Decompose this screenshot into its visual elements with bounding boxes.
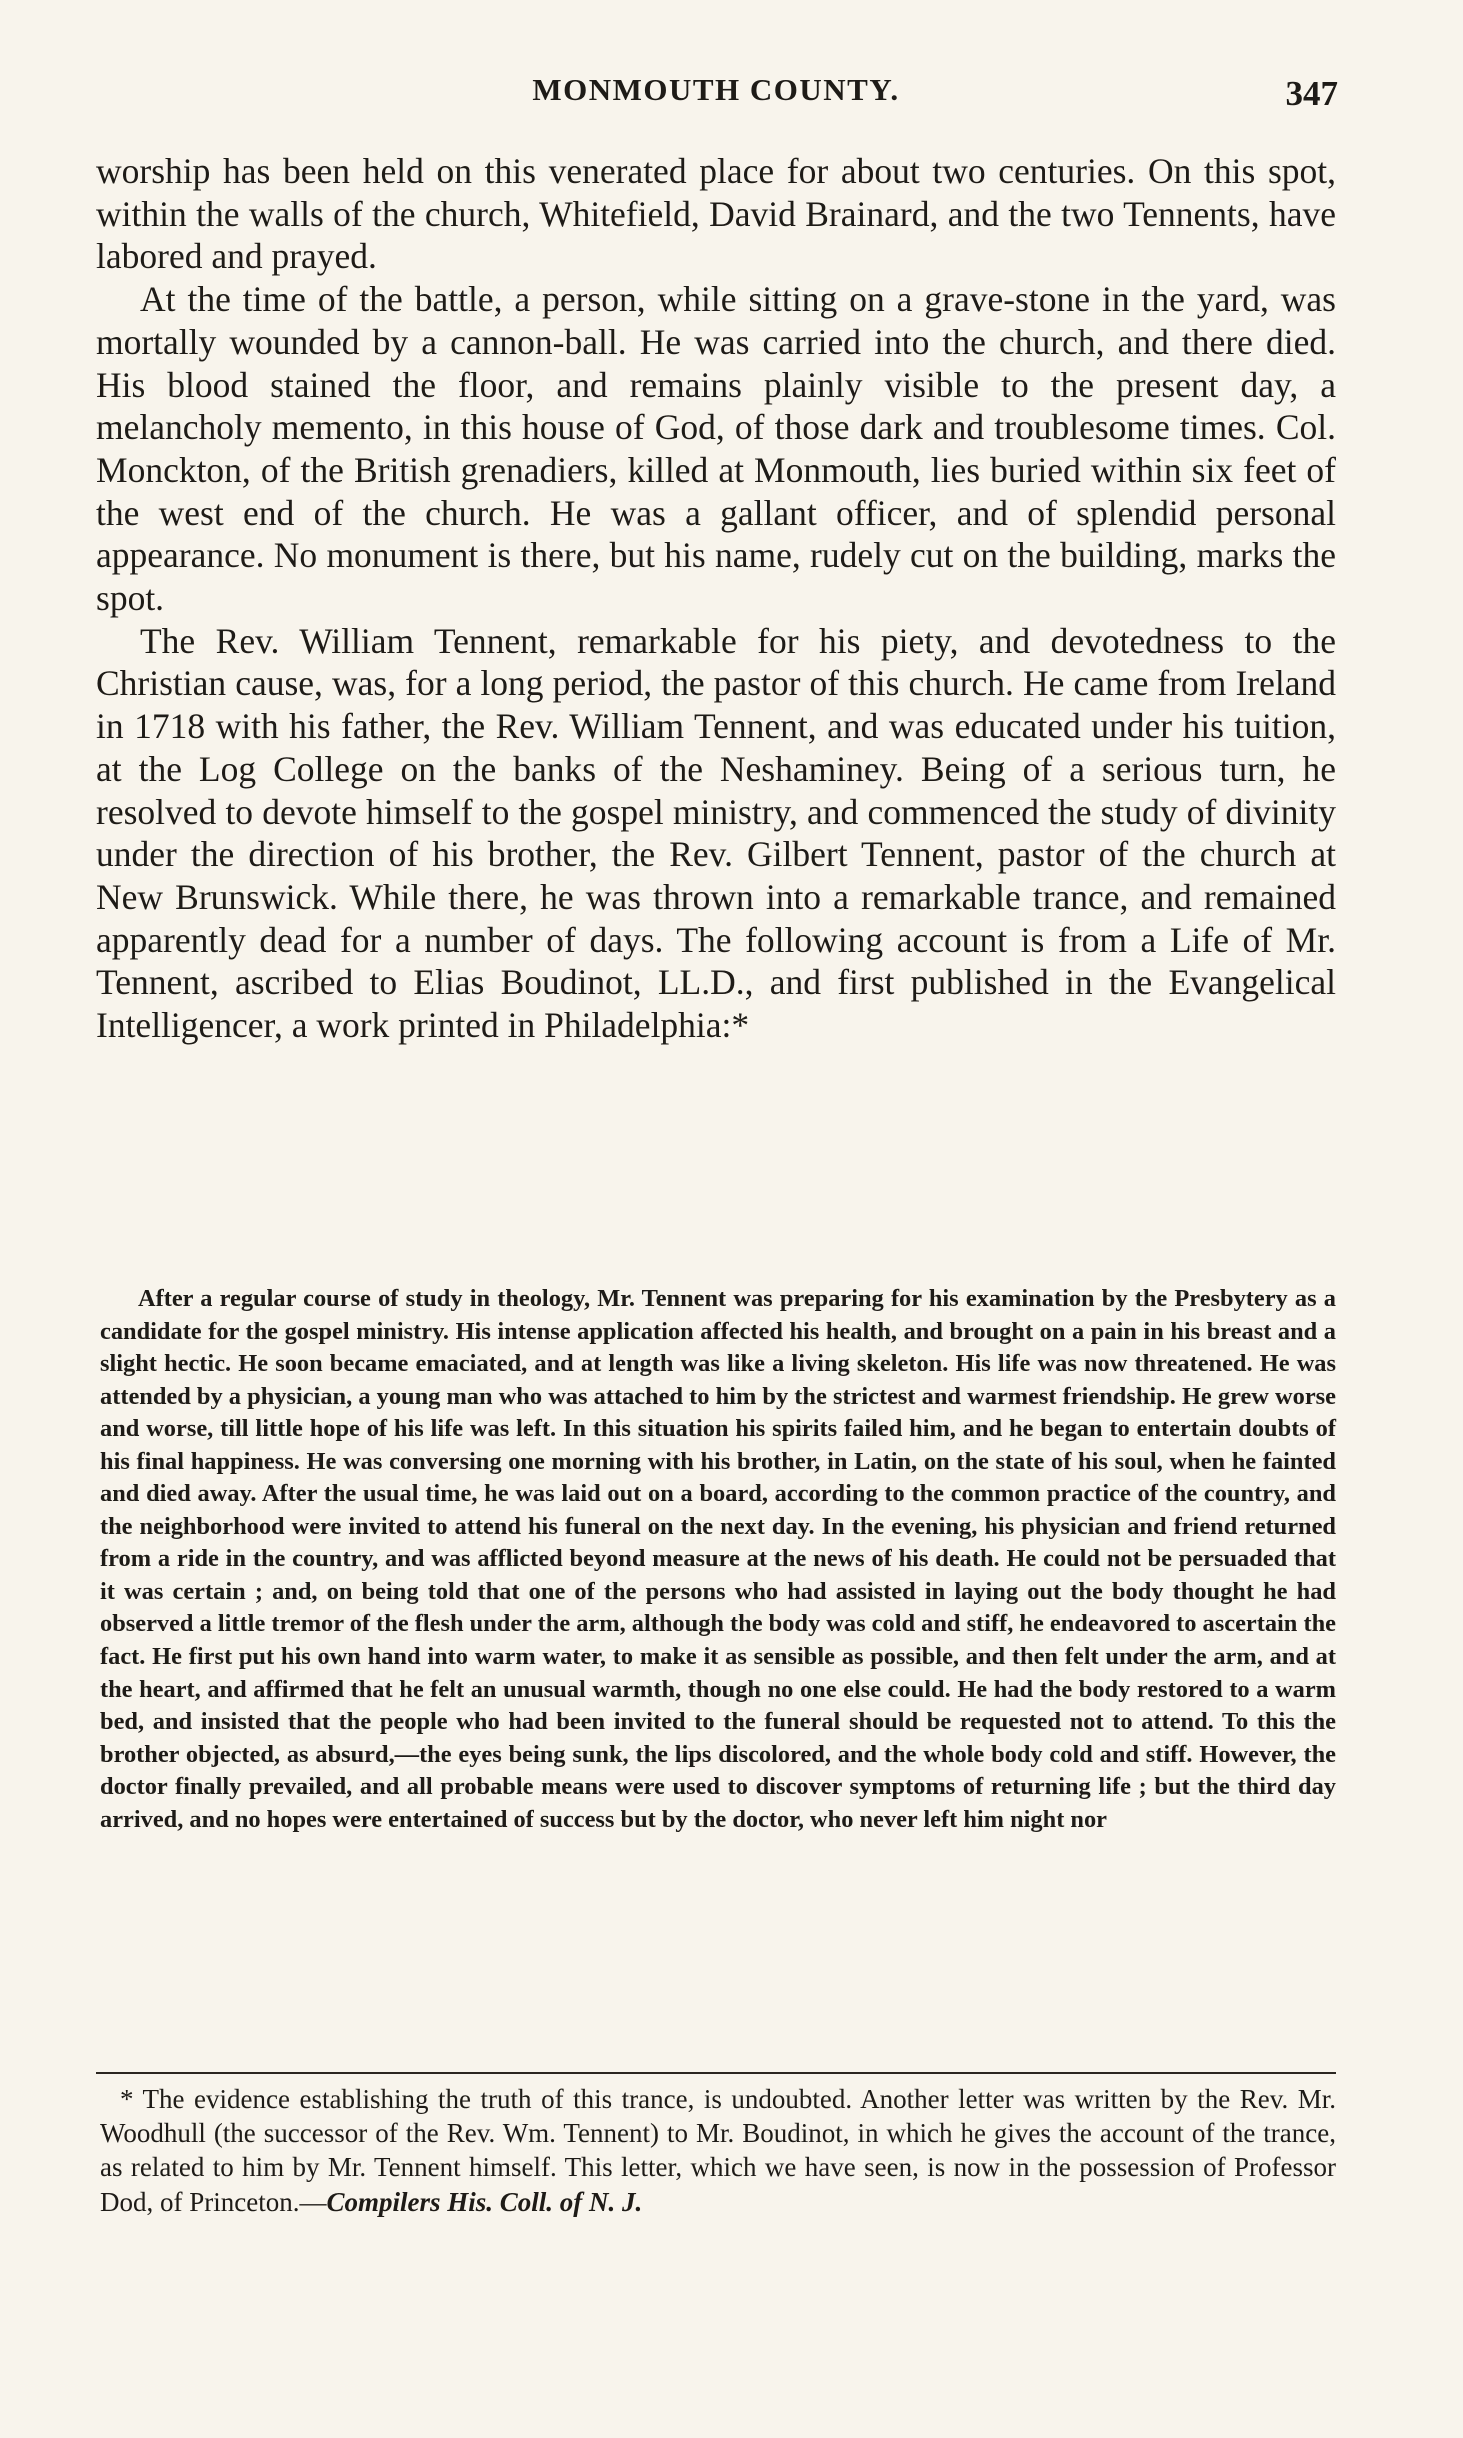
main-text <box>96 150 1336 1047</box>
paragraph-continuation: worship has been held on this venerated place for about two centuries. On this spot, within the walls of the church, Whitefield, David Brainard, and the two Tennents, have labored and prayed. <box>96 151 1336 277</box>
footnote-rule <box>96 2072 1336 2074</box>
page-header <box>96 72 1336 122</box>
footnote-text: * The evidence establishing the truth of this trance, is undoubted. Another letter was written by the Rev. Mr. Woodhull (the successor of the Rev. Wm. Tennent) to Mr. Boudinot, in which he gives the account of the trance, as related to him by Mr. Tennent himself. This letter, which we have seen, is now in the possession of Professor Dod, of Princeton.— <box>100 2084 1336 2217</box>
running-head: MONMOUTH COUNTY. <box>532 72 900 107</box>
paragraph-tennent: The Rev. William Tennent, remarkable for his piety, and devotedness to the Christian cause, was, for a long period, the pastor of this church. He came from Ireland in 1718 with his father, the Rev. William Tennent, and was educated under his tuition, at the Log College on the banks of the Neshaminey. Being of a serious turn, he resolved to devote himself to the gospel ministry, and commenced the study of divinity under the direction of his brother, the Rev. Gilbert Tennent, pastor of the church at New Brunswick. While there, he was thrown into a remarkable trance, and remained apparently dead for a number of days. The following account is from a Life of Mr. Tennent, ascribed to Elias Boudinot, LL.D., and first published in the Evangelical Intelligencer, a work printed in Philadelphia:* <box>96 620 1336 1046</box>
page-number: 347 <box>1285 74 1338 113</box>
block-quote: After a regular course of study in theology, Mr. Tennent was preparing for his examination by the Presbytery as a candidate for the gospel ministry. His intense application affected his health, and brought on a pain in his breast and a slight hectic. He soon became emaciated, and at length was like a living skeleton. His life was now threatened. He was attended by a physician, a young man who was attached to him by the strictest and warmest friendship. He grew worse and worse, till little hope of his life was left. In this situation his spirits failed him, and he began to entertain doubts of his final happiness. He was conversing one morning with his brother, in Latin, on the state of his soul, when he fainted and died away. After the usual time, he was laid out on a board, according to the common practice of the country, and the neighborhood were invited to attend his funeral on the next day. In the evening, his physician and friend returned from a ride in the country, and was afflicted beyond measure at the news of his death. He could not be persuaded that it was certain ; and, on being told that one of the persons who had assisted in laying out the body thought he had observed a little tremor of the flesh under the arm, although the body was cold and stiff, he endeavored to ascertain the fact. He first put his own hand into warm water, to make it as sensible as possible, and then felt under the arm, and at the heart, and affirmed that he felt an unusual warmth, though no one else could. He had the body restored to a warm bed, and insisted that the people who had been invited to the funeral should be requested not to attend. To this the brother objected, as absurd,—the eyes being sunk, the lips discolored, and the whole body cold and stiff. However, the doctor finally prevailed, and all probable means were used to discover symptoms of returning life ; but the third day arrived, and no hopes were entertained of success but by the doctor, who never left him night nor <box>100 1285 1336 1833</box>
paragraph-battle: At the time of the battle, a person, while sitting on a grave-stone in the yard, was mortally wounded by a cannon-ball. He was carried into the church, and there died. His blood stained the floor, and remains plainly visible to the present day, a melancholy memento, in this house of God, of those dark and troublesome times. Col. Monckton, of the British grenadiers, killed at Monmouth, lies buried within six feet of the west end of the church. He was a gallant officer, and of splendid personal appearance. No monument is there, but his name, rudely cut on the building, marks the spot. <box>96 279 1336 619</box>
footnote <box>100 2082 1336 2219</box>
footnote-signature: Compilers His. Coll. of N. J. <box>326 2186 643 2217</box>
